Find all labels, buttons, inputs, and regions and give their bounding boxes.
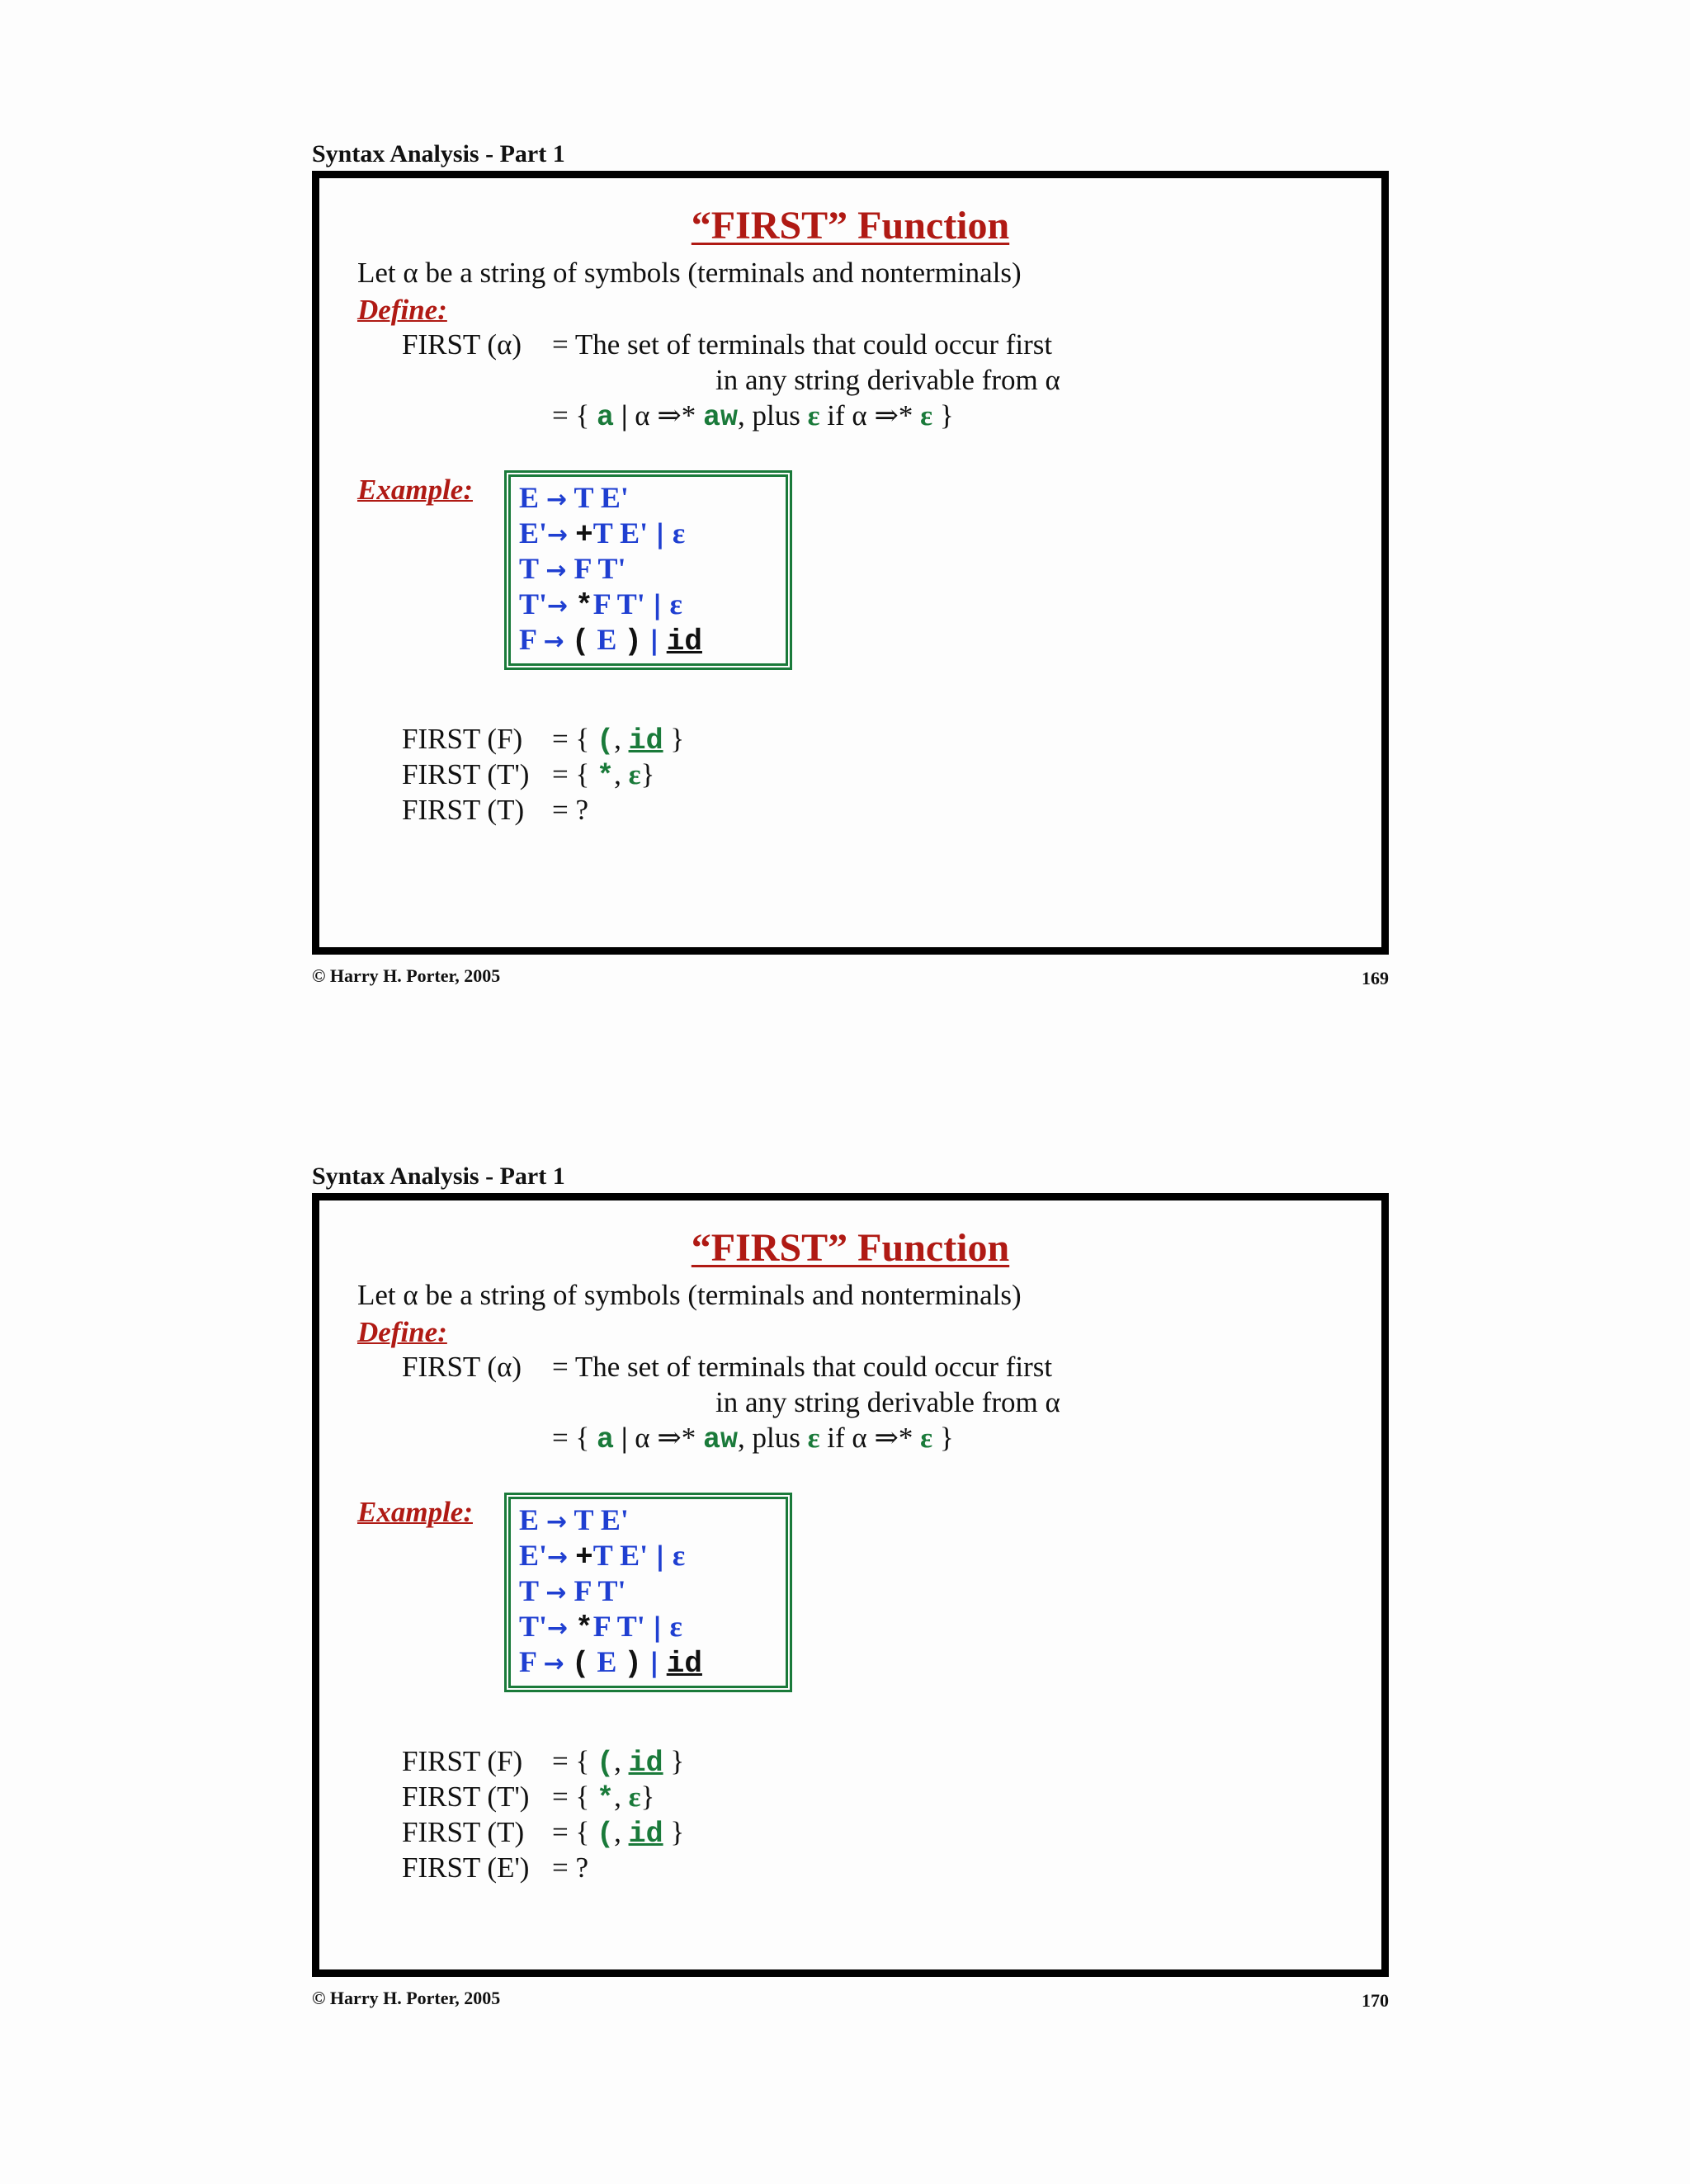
intro-text: Let α be a string of symbols (terminals and nonterminals) — [357, 257, 1022, 289]
first-lhs: FIRST (T) — [402, 794, 525, 826]
page-number: 170 — [1362, 1990, 1389, 2011]
slide-title: “FIRST” Function — [691, 204, 1010, 248]
slide-frame — [312, 1193, 1389, 1977]
slide-header: Syntax Analysis - Part 1 — [312, 1163, 565, 1190]
def-eq1: = The set of terminals that could occur first — [552, 1351, 1053, 1383]
define-label: Define: — [357, 1316, 447, 1348]
slide-title: “FIRST” Function — [691, 1226, 1010, 1270]
slide-header: Syntax Analysis - Part 1 — [312, 140, 565, 167]
grammar-rule: T → F T' — [519, 552, 626, 585]
example-label: Example: — [357, 1496, 473, 1528]
first-rhs: = { *, ε} — [552, 1781, 655, 1815]
def-lhs: FIRST (α) — [402, 1351, 522, 1383]
def-lhs: FIRST (α) — [402, 328, 522, 361]
grammar-rule: T → F T' — [519, 1574, 626, 1607]
first-lhs: FIRST (E') — [402, 1851, 530, 1884]
grammar-rule: T'→ *F T' | ε — [519, 587, 682, 623]
first-rhs: = { (, id } — [552, 1745, 685, 1780]
first-rhs: = { *, ε} — [552, 758, 655, 793]
def-eq1-cont: in any string derivable from α — [715, 1386, 1060, 1418]
define-label: Define: — [357, 294, 447, 326]
first-lhs: FIRST (T) — [402, 1816, 525, 1848]
grammar-rule: T'→ *F T' | ε — [519, 1610, 682, 1645]
first-rhs: = ? — [552, 794, 589, 826]
example-label: Example: — [357, 474, 473, 506]
grammar-rule: E'→ +T E' | ε — [519, 1539, 686, 1574]
first-lhs: FIRST (T') — [402, 1781, 530, 1813]
grammar-rule: E → T E' — [519, 1503, 629, 1536]
first-lhs: FIRST (T') — [402, 758, 530, 790]
def-eq1: = The set of terminals that could occur first — [552, 328, 1053, 361]
def-eq2: = { a | α ⇒* aw, plus ε if α ⇒* ε } — [552, 399, 954, 434]
grammar-box — [504, 470, 792, 670]
first-rhs: = ? — [552, 1851, 589, 1884]
grammar-box — [504, 1493, 792, 1692]
def-eq1-cont: in any string derivable from α — [715, 364, 1060, 396]
first-lhs: FIRST (F) — [402, 1745, 523, 1777]
grammar-rule: E'→ +T E' | ε — [519, 517, 686, 552]
intro-text: Let α be a string of symbols (terminals and nonterminals) — [357, 1279, 1022, 1311]
first-lhs: FIRST (F) — [402, 723, 523, 755]
page-number: 169 — [1362, 968, 1389, 988]
grammar-rule: F → ( E ) | id — [519, 1645, 702, 1681]
slide-frame — [312, 171, 1389, 955]
grammar-rule: F → ( E ) | id — [519, 623, 702, 658]
first-rhs: = { (, id } — [552, 1816, 685, 1851]
def-eq2: = { a | α ⇒* aw, plus ε if α ⇒* ε } — [552, 1422, 954, 1456]
copyright: © Harry H. Porter, 2005 — [312, 1988, 501, 2008]
grammar-rule: E → T E' — [519, 481, 629, 514]
first-rhs: = { (, id } — [552, 723, 685, 757]
copyright: © Harry H. Porter, 2005 — [312, 965, 501, 986]
